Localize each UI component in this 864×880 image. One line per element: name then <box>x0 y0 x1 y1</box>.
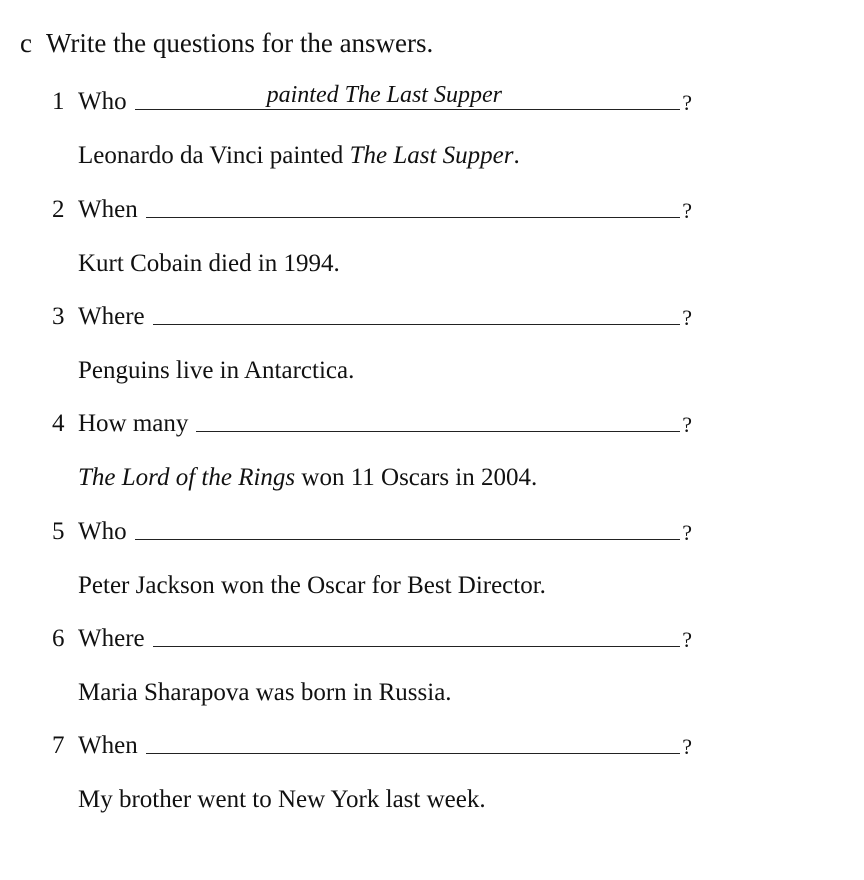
answer-text: My brother went to New York last week. <box>78 786 486 813</box>
question-word: Where <box>78 303 145 330</box>
question-word: When <box>78 732 138 759</box>
question-mark: ? <box>682 734 692 759</box>
question-number: 7 <box>52 732 65 759</box>
section-letter: c <box>20 28 32 58</box>
question-line-6 <box>52 619 692 653</box>
answer-text: Peter Jackson won the Oscar for Best Director. <box>78 572 546 599</box>
question-word: Who <box>78 518 127 545</box>
question-line-5 <box>52 512 692 546</box>
question-line-2 <box>52 190 692 224</box>
answer-sentence-7 <box>78 786 486 814</box>
answer-text: Penguins live in Antarctica. <box>78 357 355 384</box>
question-number: 5 <box>52 518 65 545</box>
question-word: When <box>78 196 138 223</box>
answer-sentence-5 <box>78 572 546 600</box>
question-mark: ? <box>682 627 692 652</box>
question-word: Who <box>78 88 127 115</box>
answer-sentence-6 <box>78 679 452 707</box>
question-number: 4 <box>52 410 65 437</box>
question-mark: ? <box>682 520 692 545</box>
answer-blank[interactable] <box>135 79 681 110</box>
question-mark: ? <box>682 90 692 115</box>
answer-blank[interactable] <box>153 616 681 647</box>
answer-blank[interactable] <box>135 509 681 540</box>
question-line-1 <box>52 82 692 116</box>
answer-sentence-3 <box>78 357 354 385</box>
answer-text-italic: The Lord of the Rings <box>78 464 296 491</box>
question-line-3 <box>52 297 692 331</box>
section-heading <box>20 28 433 59</box>
answer-blank[interactable] <box>153 294 681 325</box>
answer-blank[interactable] <box>146 723 681 754</box>
answer-text-italic: The Last Supper <box>349 142 514 169</box>
question-word: How many <box>78 410 189 437</box>
answer-text: . <box>513 142 520 169</box>
answer-text: Maria Sharapova was born in Russia. <box>78 679 452 706</box>
answer-sentence-2 <box>78 250 340 278</box>
answer-blank[interactable] <box>196 401 680 432</box>
section-instruction: Write the questions for the answers. <box>45 28 434 58</box>
question-line-7 <box>52 726 692 760</box>
answer-text: Leonardo da Vinci painted <box>78 142 350 169</box>
answer-blank[interactable] <box>146 187 681 218</box>
answer-sentence-4 <box>78 464 537 492</box>
question-number: 6 <box>52 625 65 652</box>
question-mark: ? <box>682 305 692 330</box>
answer-text: won 11 Oscars in 2004. <box>295 464 538 491</box>
question-number: 2 <box>52 196 65 223</box>
question-word: Where <box>78 625 145 652</box>
question-number: 1 <box>52 88 65 115</box>
question-number: 3 <box>52 303 65 330</box>
question-mark: ? <box>682 412 692 437</box>
question-mark: ? <box>682 198 692 223</box>
answer-sentence-1 <box>78 142 520 170</box>
answer-text: Kurt Cobain died in 1994. <box>78 250 340 277</box>
filled-answer: painted The Last Supper <box>266 82 502 108</box>
question-line-4 <box>52 404 692 438</box>
